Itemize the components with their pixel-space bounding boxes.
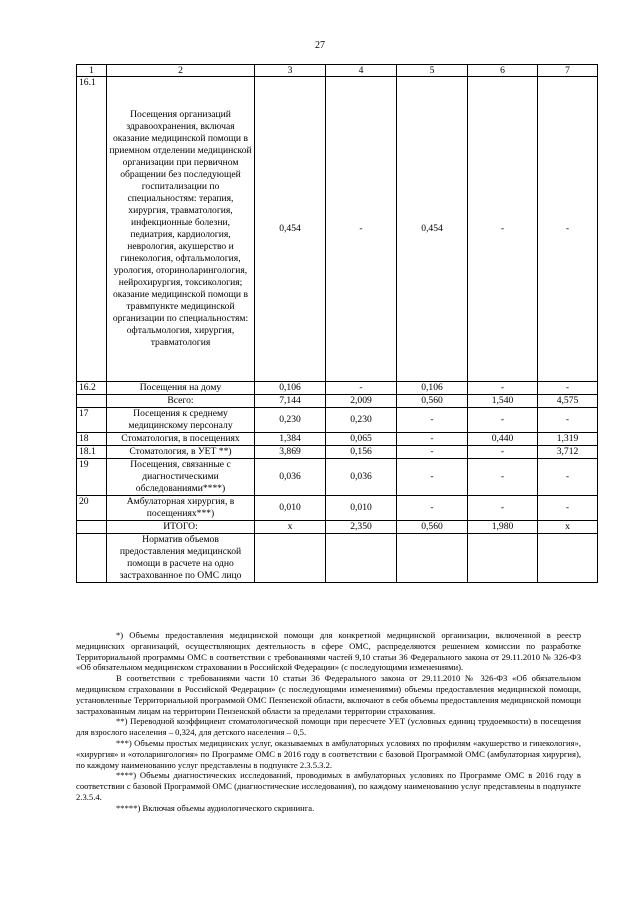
cell-value: 0,560 [397,395,468,408]
table-row [77,534,598,583]
cell-value: 0,036 [326,459,397,496]
row-name: Стоматология, в посещениях [107,433,255,446]
cell-value [326,534,397,583]
row-name: Посещения организаций здравоохранения, включая оказание медицинской помощи в приемном отделении медицинской организации при первичном обращении без последующей госпитализации по специальностям: терапия, хирургия, травматология, инфекционные болезни, педиатрия, кардиология, неврология, акушерство и гинекология, офтальмология, урология, оториноларингология, нейрохирургия, токсикология; оказание медицинской помощи в травмпункте медицинской организации по специальностям: офтальмология, хирургия, травматология [107,77,255,382]
row-name: Посещения к среднему медицинскому персоналу [107,408,255,433]
cell-value: - [397,433,468,446]
table-row [77,459,598,496]
row-number: 16.1 [77,77,107,382]
cell-value: 3,712 [538,446,598,459]
footnote: *) Объемы предоставления медицинской помощи для конкретной медицинской организации, включенной в реестр медицинских организаций, осуществляющих деятельность в сфере ОМС, распределяются решением комиссии по разработке Территориальной программы ОМС в соответствии с требованиями частей 9,10 статьи 36 Федерального закона от 29.11.2010 № 326-ФЗ «Об обязательном медицинском страховании в Российской Федерации» (с последующими изменениями). [76,630,581,673]
cell-value: - [468,77,538,382]
cell-value: 0,560 [397,521,468,534]
header-cell: 6 [468,65,538,77]
cell-value: 0,156 [326,446,397,459]
header-cell: 7 [538,65,598,77]
cell-value: 0,230 [255,408,326,433]
row-number: 18.1 [77,446,107,459]
cell-value: 0,036 [255,459,326,496]
cell-value [468,534,538,583]
row-number: 16.2 [77,382,107,395]
row-name: Норматив объемов предоставления медицинской помощи в расчете на одно застрахованное по ОМС лицо [107,534,255,583]
table-row [77,382,598,395]
cell-value: 4,575 [538,395,598,408]
cell-value: 1,540 [468,395,538,408]
cell-value: 1,980 [468,521,538,534]
cell-value [255,534,326,583]
row-number [77,534,107,583]
cell-value [397,534,468,583]
cell-value: - [326,382,397,395]
cell-value: 2,009 [326,395,397,408]
footnote: ***) Объемы простых медицинских услуг, оказываемых в амбулаторных условиях по профилям «акушерство и гинекология», «хирургия» и «отоларингология» по Программе ОМС в 2016 году в соответствии с базовой Программой ОМС (амбулаторная хирургия), по каждому наименованию услуг представлены в подпункте 2.3.5.3.2. [76,737,581,770]
cell-value: - [326,77,397,382]
header-cell: 3 [255,65,326,77]
cell-value: 0,454 [397,77,468,382]
cell-value: 0,440 [468,433,538,446]
cell-value: x [255,521,326,534]
table-row [77,395,598,408]
cell-value: 1,384 [255,433,326,446]
cell-value: 3,869 [255,446,326,459]
row-number: 20 [77,496,107,521]
cell-value: - [538,77,598,382]
cell-value [538,534,598,583]
cell-value: - [397,408,468,433]
header-cell: 5 [397,65,468,77]
volume-table [76,64,598,583]
row-name: Посещения, связанные с диагностическими обследованиями****) [107,459,255,496]
cell-value: 0,454 [255,77,326,382]
cell-value: 0,010 [326,496,397,521]
footnote: В соответствии с требованиями части 10 статьи 36 Федерального закона от 29.11.2010 № 326-ФЗ «Об обязательном медицинском страховании в Российской Федерации» (с последующими изменениями) объемы предоставления медицинской помощи, установленные Территориальной программой ОМС Пензенской области, включают в себя объемы предоставления медицинской помощи застрахованным лицам на территории Пензенской области за пределами территории страхования. [76,673,581,716]
page-number: 27 [315,40,325,51]
table-row [77,408,598,433]
row-number [77,395,107,408]
cell-value: - [468,446,538,459]
table-row [77,446,598,459]
row-number: 19 [77,459,107,496]
table-row [77,77,598,382]
row-name: Посещения на дому [107,382,255,395]
header-cell: 2 [107,65,255,77]
header-cell: 4 [326,65,397,77]
row-number: 18 [77,433,107,446]
cell-value: - [538,408,598,433]
cell-value: 0,065 [326,433,397,446]
header-cell: 1 [77,65,107,77]
row-name: ИТОГО: [107,521,255,534]
cell-value: - [397,496,468,521]
cell-value: - [468,496,538,521]
table-row [77,521,598,534]
cell-value: - [468,459,538,496]
footnote: **) Переводной коэффициент стоматологической помощи при пересчете УЕТ (условных единиц трудоемкости) в посещения для взрослого населения – 0,324, для детского населения – 0,5. [76,716,581,738]
row-number: 17 [77,408,107,433]
cell-value: 2,350 [326,521,397,534]
cell-value: - [538,382,598,395]
cell-value: - [397,446,468,459]
footnote: *****) Включая объемы аудиологического скрининга. [116,802,315,813]
row-name: Амбулаторная хирургия, в посещениях***) [107,496,255,521]
cell-value: 0,230 [326,408,397,433]
table-header-row [77,65,598,77]
cell-value: - [397,459,468,496]
cell-value: x [538,521,598,534]
cell-value: 0,106 [255,382,326,395]
cell-value: 0,106 [397,382,468,395]
cell-value: - [468,408,538,433]
cell-value: 1,319 [538,433,598,446]
cell-value: 0,010 [255,496,326,521]
table-row [77,433,598,446]
footnotes [76,630,581,814]
cell-value: - [538,496,598,521]
row-name: Всего: [107,395,255,408]
footnote: ****) Объемы диагностических исследований, проводимых в амбулаторных условиях по Программе ОМС в 2016 году в соответствии с базовой Программой ОМС (диагностические исследования), по каждому наименованию услуг представлены в подпункте 2.3.5.4. [76,770,581,802]
cell-value: 7,144 [255,395,326,408]
table-row [77,496,598,521]
cell-value: - [538,459,598,496]
row-name: Стоматология, в УЕТ **) [107,446,255,459]
cell-value: - [468,382,538,395]
row-number [77,521,107,534]
